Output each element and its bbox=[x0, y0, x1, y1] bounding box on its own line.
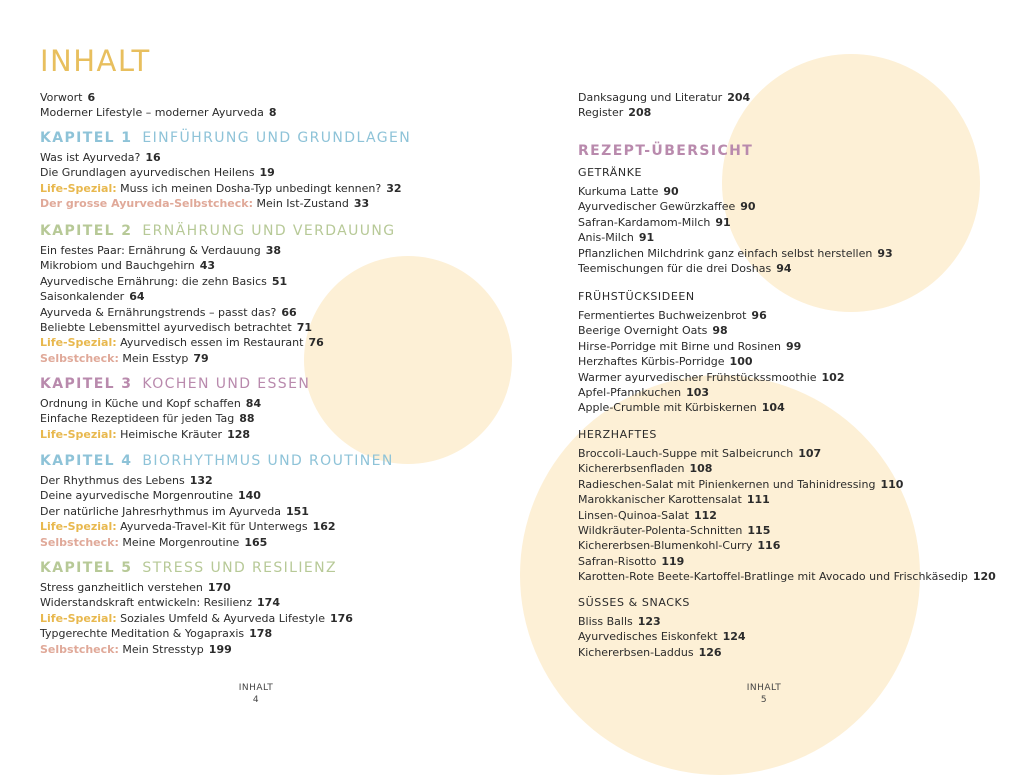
entry-text: Herzhaftes Kürbis-Porridge bbox=[578, 355, 725, 369]
entry-text: Beerige Overnight Oats bbox=[578, 324, 708, 338]
entry-text: Wildkräuter-Polenta-Schnitten bbox=[578, 524, 743, 537]
entry-text: Die Grundlagen ayurvedischen Heilens bbox=[40, 166, 255, 180]
entry-text: Apple-Crumble mit Kürbiskernen bbox=[578, 401, 757, 415]
entry-page-number: 91 bbox=[638, 231, 655, 245]
entry-text: Fermentiertes Buchweizenbrot bbox=[578, 309, 747, 322]
toc-entry[interactable] bbox=[40, 627, 272, 641]
entry-page-number: 66 bbox=[281, 305, 297, 319]
entry-text: Register bbox=[578, 106, 624, 119]
toc-entry[interactable] bbox=[578, 555, 684, 569]
chapter-heading[interactable] bbox=[40, 222, 396, 240]
entry-text: Was ist Ayurveda? bbox=[40, 151, 141, 164]
toc-entry[interactable] bbox=[40, 412, 255, 426]
entry-text: Ayurvedischer Gewürzkaffee bbox=[578, 200, 736, 214]
toc-entry[interactable] bbox=[578, 247, 893, 261]
entry-page-number: 124 bbox=[722, 630, 746, 644]
chapter-heading[interactable] bbox=[40, 375, 310, 393]
entry-text: Meine Morgenroutine bbox=[122, 535, 240, 549]
footer-page-number: 4 bbox=[252, 695, 260, 705]
entry-prefix: Life-Spezial: bbox=[40, 336, 117, 350]
chapter-number: KAPITEL 5 bbox=[40, 560, 133, 576]
entry-page-number: 110 bbox=[880, 477, 904, 491]
toc-entry[interactable] bbox=[578, 615, 661, 629]
toc-entry[interactable] bbox=[578, 630, 746, 644]
toc-entry[interactable] bbox=[40, 336, 324, 350]
entry-text: Ayurveda-Travel-Kit für Unterwegs bbox=[120, 520, 308, 534]
chapter-title: EINFÜHRUNG UND GRUNDLAGEN bbox=[142, 130, 412, 146]
entry-page-number: 88 bbox=[239, 412, 255, 426]
entry-text: Muss ich meinen Dosha-Typ unbedingt kennen? bbox=[120, 181, 382, 195]
entry-page-number: 162 bbox=[312, 520, 336, 534]
toc-entry[interactable] bbox=[578, 386, 709, 400]
toc-entry[interactable] bbox=[578, 340, 801, 354]
chapter-heading[interactable] bbox=[40, 559, 337, 577]
recipe-overview-heading: REZEPT-ÜBERSICHT bbox=[578, 143, 754, 159]
toc-entry[interactable] bbox=[578, 231, 654, 245]
entry-page-number: 8 bbox=[268, 106, 277, 119]
toc-entry[interactable] bbox=[40, 259, 215, 273]
entry-text: Marokkanischer Karottensalat bbox=[578, 493, 742, 507]
footer-label: INHALT bbox=[238, 683, 274, 693]
entry-page-number: 6 bbox=[87, 91, 96, 104]
entry-text: Moderner Lifestyle – moderner Ayurveda bbox=[40, 106, 264, 119]
toc-entry[interactable] bbox=[40, 197, 369, 211]
entry-prefix: Life-Spezial: bbox=[40, 611, 117, 625]
entry-prefix: Life-Spezial: bbox=[40, 427, 117, 441]
entry-text: Soziales Umfeld & Ayurveda Lifestyle bbox=[120, 611, 325, 625]
entry-page-number: 103 bbox=[686, 386, 710, 399]
entry-page-number: 165 bbox=[244, 535, 268, 549]
entry-page-number: 100 bbox=[729, 355, 753, 369]
section-heading: SÜSSES & SNACKS bbox=[578, 596, 690, 609]
toc-entry[interactable] bbox=[578, 309, 767, 323]
entry-text: Anis-Milch bbox=[578, 231, 634, 245]
entry-page-number: 71 bbox=[296, 321, 312, 334]
entry-page-number: 123 bbox=[637, 615, 661, 628]
toc-entry[interactable] bbox=[578, 493, 770, 507]
entry-text: Kichererbsen-Laddus bbox=[578, 645, 694, 659]
entry-prefix: Selbstcheck: bbox=[40, 642, 119, 656]
entry-page-number: 199 bbox=[208, 642, 232, 656]
toc-entry[interactable] bbox=[578, 447, 821, 461]
entry-page-number: 90 bbox=[740, 200, 756, 214]
toc-entry[interactable] bbox=[40, 290, 145, 304]
entry-page-number: 93 bbox=[877, 246, 893, 260]
entry-page-number: 170 bbox=[207, 581, 231, 594]
entry-page-number: 79 bbox=[193, 351, 209, 365]
entry-text: Ein festes Paar: Ernährung & Verdauung bbox=[40, 244, 261, 257]
entry-page-number: 43 bbox=[199, 259, 215, 273]
entry-text: Safran-Kardamom-Milch bbox=[578, 215, 711, 229]
entry-text: Kurkuma Latte bbox=[578, 185, 659, 198]
toc-entry[interactable] bbox=[40, 91, 95, 105]
page-title: INHALT bbox=[40, 44, 151, 78]
entry-text: Bliss Balls bbox=[578, 615, 633, 628]
entry-text: Mein Ist-Zustand bbox=[256, 197, 349, 211]
toc-entry[interactable] bbox=[578, 570, 996, 584]
entry-text: Apfel-Pfannkuchen bbox=[578, 386, 682, 399]
entry-page-number: 99 bbox=[785, 339, 802, 353]
toc-entry[interactable] bbox=[578, 324, 728, 338]
toc-entry[interactable] bbox=[40, 612, 353, 626]
toc-entry[interactable] bbox=[40, 106, 276, 120]
toc-entry[interactable] bbox=[40, 306, 297, 320]
toc-entry[interactable] bbox=[578, 106, 651, 120]
toc-entry[interactable] bbox=[40, 581, 231, 595]
chapter-heading[interactable] bbox=[40, 129, 411, 147]
entry-page-number: 51 bbox=[271, 274, 288, 288]
toc-entry[interactable] bbox=[578, 462, 712, 476]
entry-page-number: 208 bbox=[628, 106, 652, 119]
entry-prefix: Der grosse Ayurveda-Selbstcheck: bbox=[40, 197, 254, 211]
entry-text: Heimische Kräuter bbox=[120, 427, 223, 441]
toc-entry[interactable] bbox=[40, 489, 261, 503]
entry-text: Mikrobiom und Bauchgehirn bbox=[40, 259, 195, 273]
entry-text: Einfache Rezeptideen für jeden Tag bbox=[40, 412, 235, 426]
section-heading: GETRÄNKE bbox=[578, 166, 643, 179]
entry-text: Linsen-Quinoa-Salat bbox=[578, 508, 689, 522]
toc-entry[interactable] bbox=[578, 524, 770, 538]
toc-entry[interactable] bbox=[40, 182, 402, 196]
toc-entry[interactable] bbox=[578, 216, 731, 230]
toc-entry[interactable] bbox=[40, 428, 250, 442]
toc-entry[interactable] bbox=[578, 646, 722, 660]
toc-entry[interactable] bbox=[40, 166, 275, 180]
entry-text: Mein Stresstyp bbox=[122, 642, 204, 656]
entry-text: Radieschen-Salat mit Pinienkernen und Tahinidressing bbox=[578, 477, 876, 491]
chapter-title: ERNÄHRUNG UND VERDAUUNG bbox=[142, 223, 396, 239]
entry-page-number: 178 bbox=[249, 627, 273, 641]
entry-text: Ayurvedisches Eiskonfekt bbox=[578, 630, 718, 644]
section-heading: FRÜHSTÜCKSIDEEN bbox=[578, 290, 695, 303]
toc-entry[interactable] bbox=[578, 509, 717, 523]
entry-text: Kichererbsenfladen bbox=[578, 462, 685, 476]
chapter-title: BIORHYTHMUS UND ROUTINEN bbox=[142, 453, 394, 469]
entry-page-number: 32 bbox=[386, 181, 402, 195]
entry-page-number: 98 bbox=[712, 324, 728, 338]
entry-page-number: 126 bbox=[698, 645, 722, 659]
entry-page-number: 84 bbox=[245, 397, 262, 410]
entry-page-number: 132 bbox=[189, 474, 213, 487]
entry-page-number: 19 bbox=[259, 166, 275, 180]
entry-page-number: 120 bbox=[972, 570, 996, 584]
entry-text: Vorwort bbox=[40, 91, 83, 104]
toc-entry[interactable] bbox=[578, 478, 903, 492]
chapter-title: STRESS UND RESILIENZ bbox=[142, 560, 338, 576]
entry-text: Ordnung in Küche und Kopf schaffen bbox=[40, 397, 241, 410]
chapter-heading[interactable] bbox=[40, 452, 394, 470]
entry-prefix: Life-Spezial: bbox=[40, 520, 117, 534]
entry-text: Widerstandskraft entwickeln: Resilienz bbox=[40, 596, 253, 610]
entry-text: Stress ganzheitlich verstehen bbox=[40, 581, 203, 594]
entry-text: Safran-Risotto bbox=[578, 554, 657, 568]
toc-entry[interactable] bbox=[578, 355, 753, 369]
toc-entry[interactable] bbox=[578, 91, 750, 105]
toc-entry[interactable] bbox=[40, 474, 213, 488]
entry-page-number: 128 bbox=[227, 427, 251, 441]
section-heading: HERZHAFTES bbox=[578, 428, 657, 441]
footer-right bbox=[734, 682, 794, 706]
entry-page-number: 102 bbox=[821, 370, 845, 384]
chapter-number: KAPITEL 4 bbox=[40, 453, 133, 469]
entry-text: Mein Esstyp bbox=[122, 351, 189, 365]
entry-page-number: 104 bbox=[761, 401, 785, 415]
toc-entry[interactable] bbox=[40, 536, 267, 550]
entry-text: Kichererbsen-Blumenkohl-Curry bbox=[578, 539, 753, 553]
entry-text: Teemischungen für die drei Doshas bbox=[578, 262, 772, 275]
toc-entry[interactable] bbox=[40, 505, 309, 519]
entry-text: Typgerechte Meditation & Yogapraxis bbox=[40, 627, 245, 641]
footer-label: INHALT bbox=[746, 683, 782, 693]
entry-page-number: 90 bbox=[663, 185, 679, 198]
entry-page-number: 111 bbox=[746, 493, 770, 507]
entry-page-number: 174 bbox=[257, 596, 280, 610]
entry-text: Der natürliche Jahresrhythmus im Ayurveda bbox=[40, 504, 281, 518]
toc-entry[interactable] bbox=[40, 151, 161, 165]
entry-prefix: Life-Spezial: bbox=[40, 181, 117, 195]
footer-page-number: 5 bbox=[760, 695, 768, 705]
toc-entry[interactable] bbox=[40, 244, 281, 258]
entry-page-number: 33 bbox=[353, 197, 370, 211]
chapter-number: KAPITEL 1 bbox=[40, 130, 133, 146]
toc-entry[interactable] bbox=[40, 643, 232, 657]
chapter-title: KOCHEN UND ESSEN bbox=[142, 376, 311, 392]
entry-page-number: 107 bbox=[798, 447, 822, 460]
entry-page-number: 76 bbox=[308, 336, 324, 350]
toc-entry[interactable] bbox=[578, 371, 844, 385]
footer-left bbox=[226, 682, 286, 706]
entry-text: Danksagung und Literatur bbox=[578, 91, 723, 104]
entry-page-number: 204 bbox=[727, 91, 751, 104]
entry-text: Broccoli-Lauch-Suppe mit Salbeicrunch bbox=[578, 447, 794, 460]
toc-entry[interactable] bbox=[40, 397, 261, 411]
toc-entry[interactable] bbox=[40, 352, 209, 366]
entry-text: Ayurvedisch essen im Restaurant bbox=[120, 336, 304, 350]
toc-entry[interactable] bbox=[578, 262, 792, 276]
entry-page-number: 64 bbox=[129, 290, 145, 304]
entry-page-number: 108 bbox=[689, 462, 713, 476]
entry-page-number: 119 bbox=[661, 554, 685, 568]
chapter-number: KAPITEL 2 bbox=[40, 223, 133, 239]
entry-text: Ayurveda & Ernährungstrends – passt das? bbox=[40, 305, 277, 319]
toc-entry[interactable] bbox=[578, 200, 756, 214]
entry-page-number: 94 bbox=[776, 262, 792, 275]
entry-prefix: Selbstcheck: bbox=[40, 535, 119, 549]
toc-entry[interactable] bbox=[40, 275, 287, 289]
entry-text: Hirse-Porridge mit Birne und Rosinen bbox=[578, 339, 781, 353]
entry-text: Der Rhythmus des Lebens bbox=[40, 474, 185, 487]
entry-page-number: 112 bbox=[693, 508, 717, 522]
entry-text: Ayurvedische Ernährung: die zehn Basics bbox=[40, 274, 267, 288]
entry-page-number: 38 bbox=[265, 244, 281, 257]
toc-entry[interactable] bbox=[40, 520, 336, 534]
toc-entry[interactable] bbox=[578, 401, 785, 415]
entry-page-number: 16 bbox=[145, 151, 161, 164]
entry-text: Beliebte Lebensmittel ayurvedisch betrachtet bbox=[40, 321, 292, 334]
entry-prefix: Selbstcheck: bbox=[40, 351, 119, 365]
decor-circle-left bbox=[304, 256, 512, 464]
entry-page-number: 91 bbox=[715, 215, 731, 229]
toc-entry[interactable] bbox=[40, 596, 280, 610]
entry-page-number: 115 bbox=[747, 524, 771, 537]
entry-page-number: 96 bbox=[751, 309, 767, 322]
toc-entry[interactable] bbox=[578, 539, 780, 553]
entry-text: Karotten-Rote Beete-Kartoffel-Bratlinge mit Avocado und Frischkäsedip bbox=[578, 570, 968, 584]
entry-text: Warmer ayurvedischer Frühstückssmoothie bbox=[578, 370, 817, 384]
entry-page-number: 140 bbox=[237, 489, 261, 503]
toc-entry[interactable] bbox=[40, 321, 312, 335]
entry-text: Saisonkalender bbox=[40, 290, 125, 304]
toc-entry[interactable] bbox=[578, 185, 679, 199]
entry-page-number: 176 bbox=[329, 611, 353, 625]
entry-text: Pflanzlichen Milchdrink ganz einfach selbst herstellen bbox=[578, 246, 873, 260]
entry-page-number: 116 bbox=[757, 539, 781, 553]
entry-text: Deine ayurvedische Morgenroutine bbox=[40, 489, 233, 503]
chapter-number: KAPITEL 3 bbox=[40, 376, 133, 392]
entry-page-number: 151 bbox=[285, 504, 309, 518]
